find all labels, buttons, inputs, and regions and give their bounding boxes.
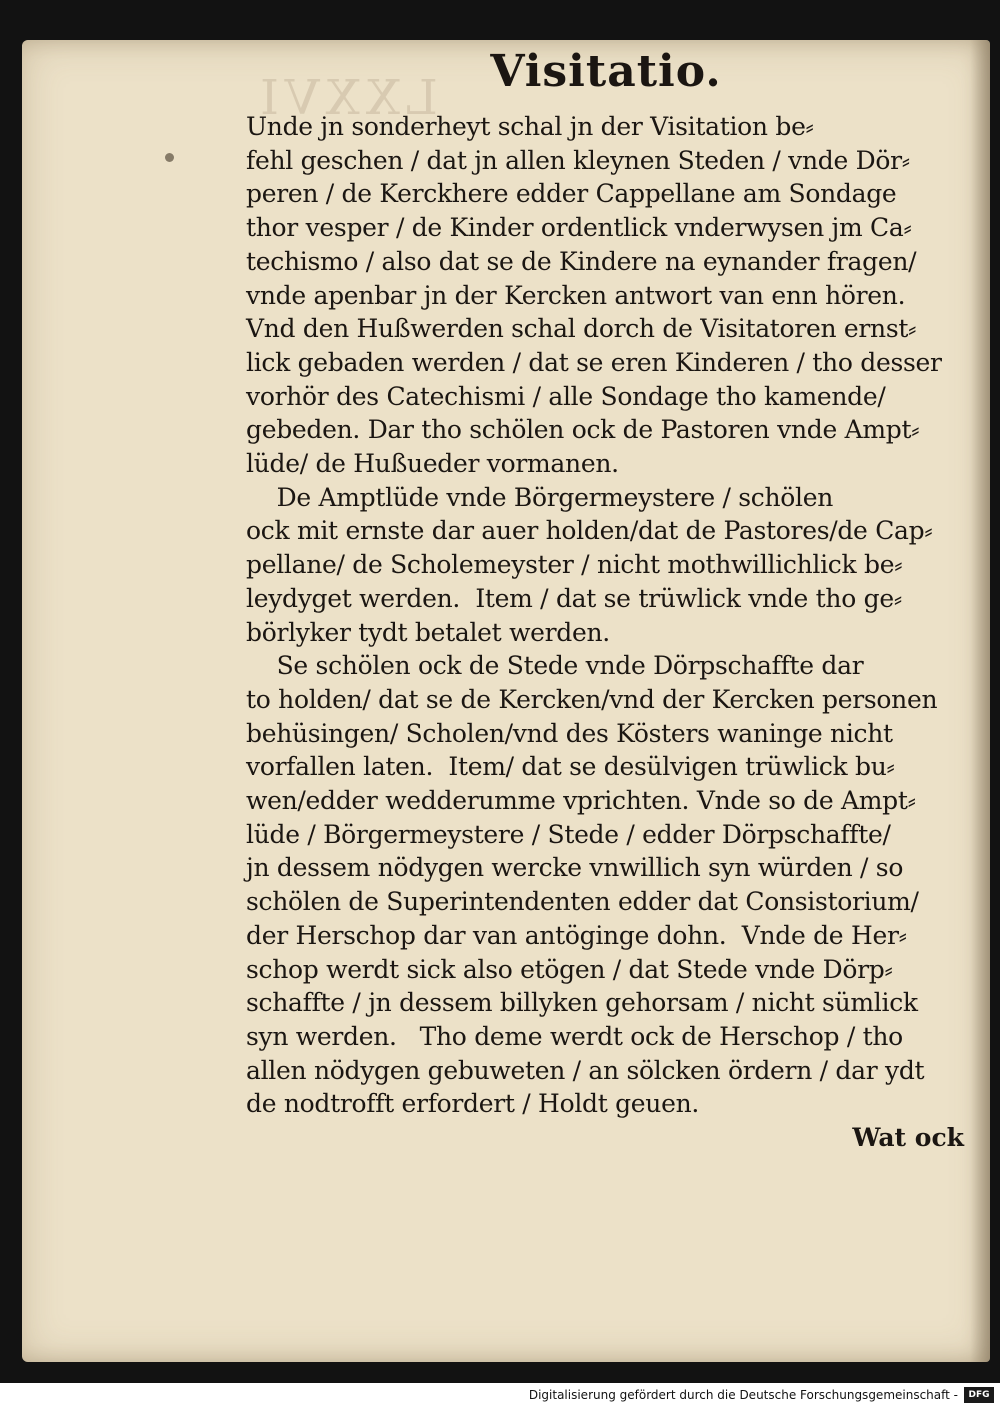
- body-paragraphs: [246, 110, 966, 1121]
- text-line: pellane/ de Scholemeyster / nicht mothwillichlick be⸗: [246, 550, 903, 580]
- text-line: techismo / also dat se de Kindere na eynander fragen/: [246, 246, 917, 276]
- paragraph: [246, 110, 966, 481]
- text-line: börlyker tydt betalet werden.: [246, 617, 610, 647]
- text-line: vorfallen laten. Item/ dat se desülvigen trüwlick bu⸗: [246, 752, 895, 782]
- text-line: Se schölen ock de Stede vnde Dörpschaffte dar: [246, 651, 864, 681]
- text-line: behüsingen/ Scholen/vnd des Kösters waninge nicht: [246, 718, 893, 748]
- margin-ink-spot: [165, 153, 174, 162]
- text-line: ock mit ernste dar auer holden/dat de Pastores/de Cap⸗: [246, 516, 933, 546]
- text-line: allen nödygen gebuweten / an sölcken ördern / dar ydt: [246, 1055, 925, 1085]
- text-line: vnde apenbar jn der Kercken antwort van enn hören.: [246, 280, 906, 310]
- text-line: fehl geschen / dat jn allen kleynen Steden / vnde Dör⸗: [246, 145, 910, 175]
- text-line: peren / de Kerckhere edder Cappellane am Sondage: [246, 179, 897, 209]
- page-edge-shadow: [970, 40, 990, 1362]
- funding-credit: Digitalisierung gefördert durch die Deutsche Forschungsgemeinschaft -: [528, 1388, 958, 1402]
- text-line: de nodtrofft erfordert / Holdt geuen.: [246, 1089, 700, 1119]
- text-line: gebeden. Dar tho schölen ock de Pastoren vnde Ampt⸗: [246, 415, 920, 445]
- text-line: to holden/ dat se de Kercken/vnd der Kercken personen: [246, 684, 938, 714]
- bleed-through-decoration: LXXVI: [254, 70, 438, 126]
- text-line: lick gebaden werden / dat se eren Kinderen / tho desser: [246, 347, 942, 377]
- text-line: schop werdt sick also etögen / dat Stede vnde Dörp⸗: [246, 954, 893, 984]
- text-line: lüde / Börgermeystere / Stede / edder Dörpschaffte/: [246, 819, 891, 849]
- text-line: De Amptlüde vnde Börgermeystere / schölen: [246, 482, 834, 512]
- text-line: syn werden. Tho deme werdt ock de Herschop / tho: [246, 1021, 903, 1051]
- footer-strip: [0, 1383, 1000, 1408]
- dfg-logo: DFG: [964, 1387, 994, 1403]
- text-line: wen/edder wedderumme vprichten. Vnde so de Ampt⸗: [246, 786, 916, 816]
- text-line: Unde jn sonderheyt schal jn der Visitation be⸗: [246, 112, 814, 141]
- text-line: thor vesper / de Kinder ordentlick vnderwysen jm Ca⸗: [246, 213, 912, 243]
- text-line: der Herschop dar van antöginge dohn. Vnde de Her⸗: [246, 920, 907, 950]
- page-text-block: [246, 42, 966, 1155]
- running-title: Visitatio.: [490, 46, 722, 97]
- text-line: Vnd den Hußwerden schal dorch de Visitatoren ernst⸗: [246, 314, 917, 344]
- text-line: vorhör des Catechismi / alle Sondage tho kamende/: [246, 381, 886, 411]
- text-line: schölen de Superintendenten edder dat Consistorium/: [246, 887, 919, 917]
- text-line: leydyget werden. Item / dat se trüwlick vnde tho ge⸗: [246, 583, 902, 613]
- catchword: Wat ock: [852, 1123, 964, 1153]
- text-line: schaffte / jn dessem billyken gehorsam / nicht sümlick: [246, 988, 918, 1018]
- paragraph: [246, 649, 966, 1121]
- paragraph: [246, 481, 966, 650]
- text-line: jn dessem nödygen wercke vnwillich syn würden / so: [246, 853, 904, 883]
- text-line: lüde/ de Hußueder vormanen.: [246, 449, 619, 479]
